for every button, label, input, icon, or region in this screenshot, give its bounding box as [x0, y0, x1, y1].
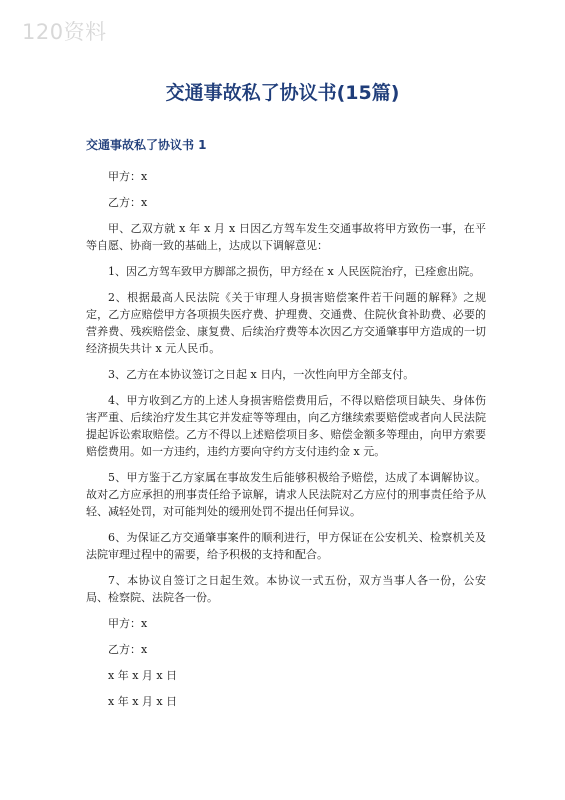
paragraph-clause-5: 5、甲方鉴于乙方家属在事故发生后能够积极给予赔偿，达成了本调解协议。故对乙方应承担的刑事责任给予谅解，请求人民法院对乙方应付的刑事责任给予从轻、减轻处罚，对可能判处的缓刑处罚不提出任何异议。 — [86, 471, 486, 518]
signature-date-a: x 年 x 月 x 日 — [108, 669, 178, 682]
signature-party-b: 乙方：x — [108, 643, 148, 656]
signature-date-b: x 年 x 月 x 日 — [108, 695, 178, 708]
signature-party-a: 甲方：x — [108, 617, 148, 630]
paragraph-clause-3: 3、乙方在本协议签订之日起 x 日内，一次性向甲方全部支付。 — [108, 368, 415, 381]
watermark-logo: 120资料 — [22, 20, 107, 44]
paragraph-clause-1: 1、因乙方驾车致甲方脚部之损伤，甲方经在 x 人民医院治疗，已痊愈出院。 — [108, 265, 481, 278]
document-title: 交通事故私了协议书(15篇) — [165, 82, 400, 104]
paragraph-clause-4: 4、甲方收到乙方的上述人身损害赔偿费用后，不得以赔偿项目缺失、身体伤害严重、后续治疗发生其它并发症等等理由，向乙方继续索要赔偿或者向人民法院提起诉讼索取赔偿。乙方不得以上述赔偿项目多、赔偿金额多等理由，向甲方索要赔偿费用。如一方违约，违约方要向守约方支付违约金 x 元。 — [86, 394, 486, 458]
section-heading: 交通事故私了协议书 1 — [86, 138, 207, 152]
paragraph-clause-2: 2、根据最高人民法院《关于审理人身损害赔偿案件若干问题的解释》之规定，乙方应赔偿甲方各项损失医疗费、护理费、交通费、住院伙食补助费、必要的营养费、残疾赔偿金、康复费、后续治疗费等本次因乙方交通肇事甲方造成的一切经济损失共计 x 元人民币。 — [86, 291, 486, 355]
party-b-line: 乙方：x — [108, 196, 148, 209]
party-a-line: 甲方：x — [108, 170, 148, 183]
document-body — [86, 168, 486, 719]
paragraph-intro: 甲、乙双方就 x 年 x 月 x 日因乙方驾车发生交通事故将甲方致伤一事，在平等自愿、协商一致的基础上，达成以下调解意见： — [86, 222, 486, 252]
paragraph-clause-7: 7、本协议自签订之日起生效。本协议一式五份，双方当事人各一份，公安局、检察院、法院各一份。 — [86, 574, 486, 604]
paragraph-clause-6: 6、为保证乙方交通肇事案件的顺利进行，甲方保证在公安机关、检察机关及法院审理过程中的需要，给予积极的支持和配合。 — [86, 531, 486, 561]
